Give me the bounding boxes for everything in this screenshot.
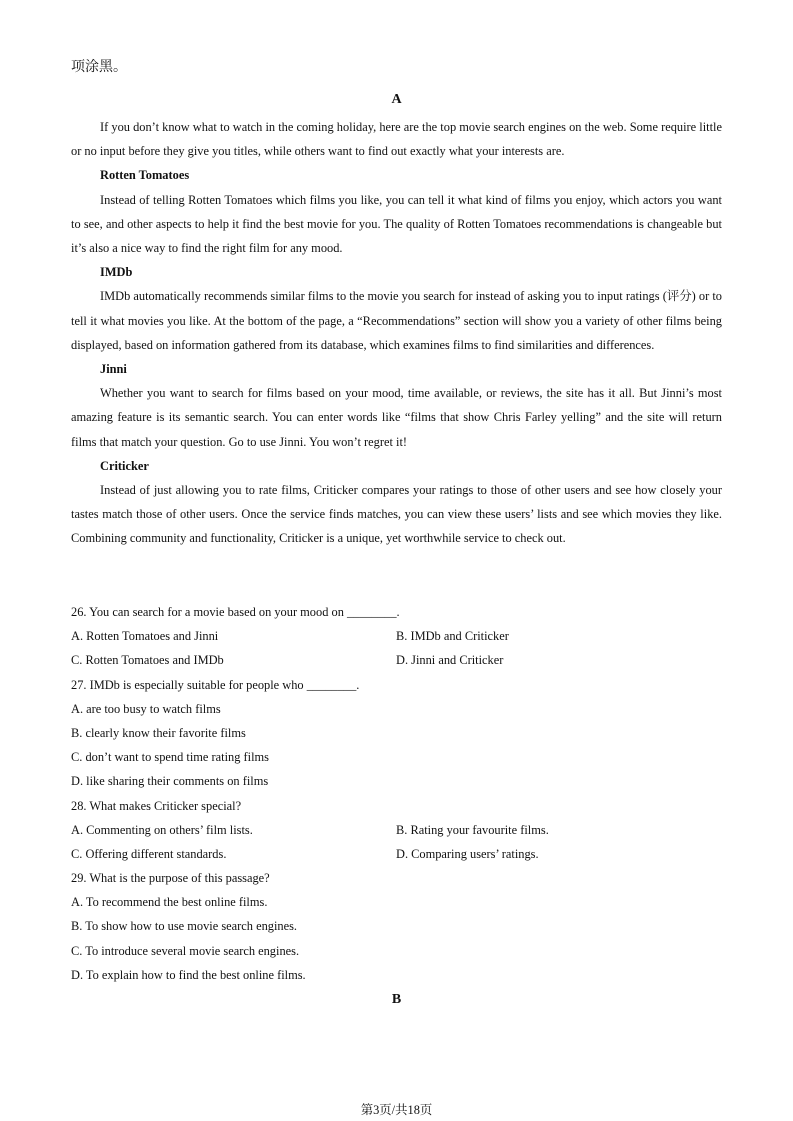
- question-28-option-a: A. Commenting on others’ film lists.: [71, 822, 253, 837]
- question-28-options-row-1: [71, 818, 722, 842]
- question-26-options-row-2: [71, 648, 722, 672]
- question-29-option-b: B. To show how to use movie search engines.: [71, 919, 298, 934]
- question-28-options-row-2: [71, 842, 722, 866]
- question-29-option-c: C. To introduce several movie search engines.: [71, 943, 300, 958]
- question-28-option-d: D. Comparing users’ ratings.: [396, 846, 539, 861]
- question-27-option-c: C. don’t want to spend time rating films: [71, 750, 270, 765]
- question-26-option-b: B. IMDb and Criticker: [396, 629, 509, 644]
- question-27-stem: 27. IMDb is especially suitable for people who ________.: [71, 677, 360, 692]
- question-26-stem: 26. You can search for a movie based on your mood on ________.: [71, 605, 400, 619]
- question-list: [71, 600, 722, 987]
- section-heading-imdb: IMDb: [100, 265, 133, 280]
- question-27-option-a: A. are too busy to watch films: [71, 701, 221, 716]
- question-29-stem: 29. What is the purpose of this passage?: [71, 871, 270, 886]
- question-27-option-d: D. like sharing their comments on films: [71, 774, 269, 789]
- section-body-rotten-tomatoes: Instead of telling Rotten Tomatoes which films you like, you can tell it what kind of films you enjoy, which actors you want to see, and other aspects to help it find the best movie for you. The quality of Rotten Tomatoes recommendations is changeable but it’s also a nice way to find the right film for any mood.: [71, 192, 722, 256]
- section-body-criticker: Instead of just allowing you to rate films, Criticker compares your ratings to those of other users and see how closely your tastes match those of other users. Once the service finds matches, you can view these users’ lists and see which movies they like. Combining community and functionality, Criticker is a unique, yet worthwhile service to check out.: [71, 483, 722, 546]
- question-26-option-d: D. Jinni and Criticker: [396, 653, 504, 668]
- question-28-option-b: B. Rating your favourite films.: [396, 822, 549, 837]
- section-heading-criticker: Criticker: [100, 458, 149, 473]
- section-body-imdb: IMDb automatically recommends similar films to the movie you search for instead of asking you to input ratings (评分) or to tell it what movies you like. At the bottom of the page, a “Recommendations” section will show you a variety of other films being displayed, based on information gathered from its database, which examines films to find similarities and differences.: [71, 289, 722, 352]
- section-b-heading: B: [391, 992, 402, 1007]
- question-28-stem: 28. What makes Criticker special?: [71, 798, 242, 813]
- question-26-option-c: C. Rotten Tomatoes and IMDb: [71, 653, 224, 668]
- reading-passage: [71, 115, 722, 551]
- question-29-option-d: D. To explain how to find the best online films.: [71, 967, 306, 982]
- question-26-options-row-1: [71, 624, 722, 648]
- question-26-option-a: A. Rotten Tomatoes and Jinni: [71, 629, 219, 644]
- question-28-option-c: C. Offering different standards.: [71, 846, 227, 861]
- section-heading-rotten-tomatoes: Rotten Tomatoes: [100, 168, 190, 183]
- page-number: 第3页/共18页: [360, 1103, 433, 1117]
- question-29-option-a: A. To recommend the best online films.: [71, 895, 268, 910]
- section-body-jinni: Whether you want to search for films based on your mood, time available, or reviews, the site has it all. But Jinni’s most amazing feature is its semantic search. You can enter words like “films that show Chris Farley yelling” and the site will return films that match your question. Go to use Jinni. You won’t regret it!: [71, 386, 722, 449]
- section-a-heading: A: [391, 92, 402, 107]
- instruction-tail: 项涂黑。: [71, 60, 127, 75]
- question-27-option-b: B. clearly know their favorite films: [71, 725, 246, 740]
- section-heading-jinni: Jinni: [100, 362, 127, 377]
- passage-intro: If you don’t know what to watch in the coming holiday, here are the top movie search engines on the web. Some require little or no input before they give you titles, while others want to find out exactly what your interests are.: [71, 120, 722, 159]
